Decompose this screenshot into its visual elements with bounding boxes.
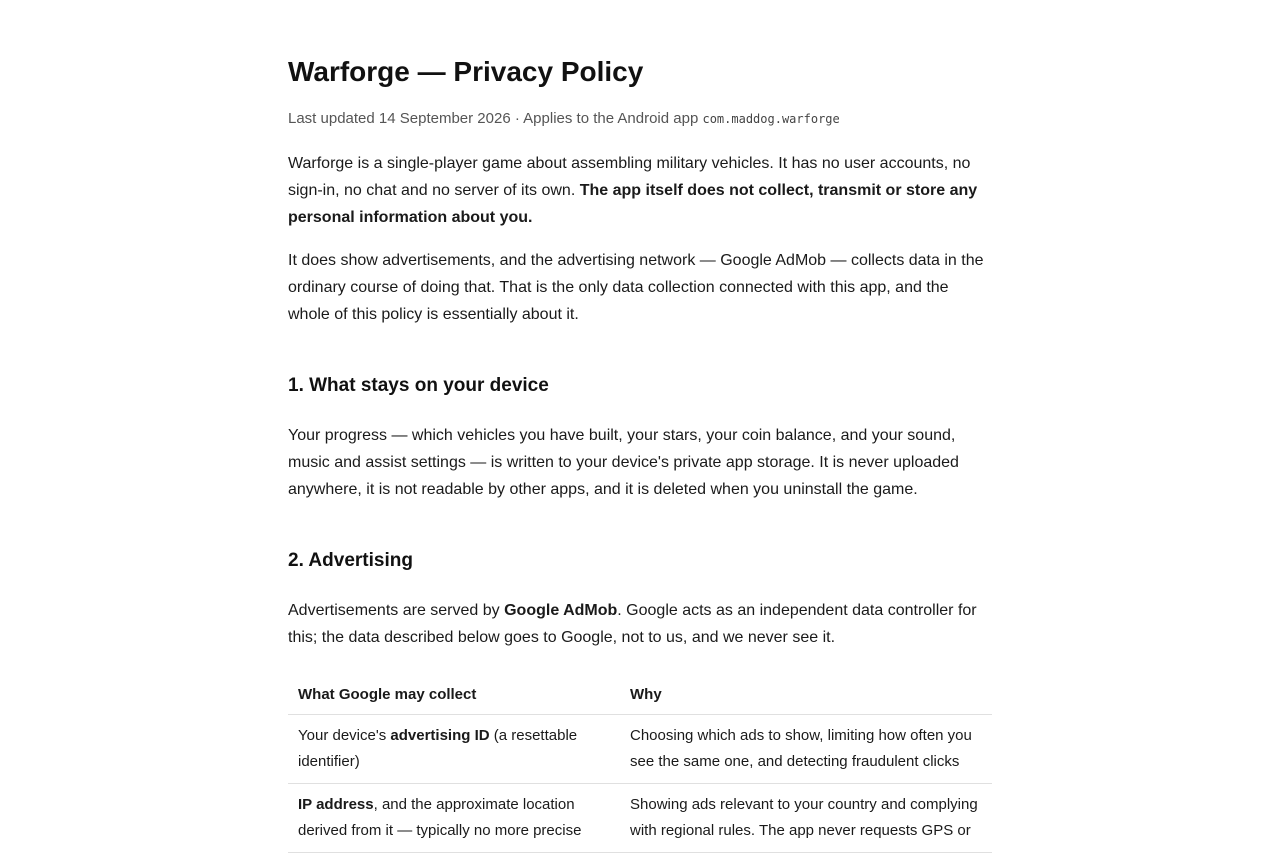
section-2-body bbox=[288, 597, 992, 651]
intro-text: Warforge is a single-player game about assembling military vehicles. It has no user accounts, no sign-in, no chat and no server of its own. bbox=[288, 155, 971, 199]
section-2-body-end: . Google acts as an independent data controller for this; the data described below goes to Google, not to us, and we never see it. bbox=[288, 602, 977, 646]
intro-emphasis: The app itself does not collect, transmit or store any personal information about you. bbox=[288, 182, 978, 226]
page-meta bbox=[288, 108, 992, 130]
column-header-collect: What Google may collect bbox=[288, 676, 620, 715]
cell-emphasis: advertising ID bbox=[390, 727, 490, 744]
cell-text: , and the approximate location derived from it — typically no more precise bbox=[298, 796, 582, 839]
admob-name: Google AdMob bbox=[504, 602, 618, 619]
page-title: Warforge — Privacy Policy bbox=[288, 56, 644, 87]
intro-paragraph-2: It does show advertisements, and the advertising network — Google AdMob — collects data in the ordinary course of doing that. That is the only data collection connected with this app, and the whole of this policy is essentially about it. bbox=[288, 252, 984, 323]
data-collection-table bbox=[288, 676, 992, 853]
table-cell-why: Showing ads relevant to your country and complying with regional rules. The app never requests GPS or bbox=[620, 784, 992, 853]
section-2-body-start: Advertisements are served by bbox=[288, 602, 500, 619]
intro-paragraph-1 bbox=[288, 150, 992, 231]
table-header-row bbox=[288, 676, 992, 715]
cell-emphasis: IP address bbox=[298, 796, 374, 813]
section-1-body: Your progress — which vehicles you have built, your stars, your coin balance, and your sound, music and assist settings — is written to your device's private app storage. It is never uploaded anywhere, it is not readable by other apps, and it is deleted when you uninstall the game. bbox=[288, 427, 959, 498]
cell-text: Your device's bbox=[298, 727, 387, 744]
table-cell-collect bbox=[288, 715, 620, 784]
cell-text: (a resettable identifier) bbox=[298, 727, 578, 770]
last-updated-text: Last updated 14 September 2026 · Applies to the Android app bbox=[288, 110, 699, 127]
package-name: com.maddog.warforge bbox=[702, 112, 840, 126]
section-1-heading: 1. What stays on your device bbox=[288, 375, 549, 396]
column-header-why: Why bbox=[620, 676, 992, 715]
table-cell-collect bbox=[288, 784, 620, 853]
table-cell-why: Choosing which ads to show, limiting how often you see the same one, and detecting fraudulent clicks bbox=[620, 715, 992, 784]
table-row bbox=[288, 715, 992, 784]
table-row bbox=[288, 784, 992, 853]
privacy-policy-page bbox=[288, 0, 992, 853]
section-2-heading: 2. Advertising bbox=[288, 550, 413, 571]
